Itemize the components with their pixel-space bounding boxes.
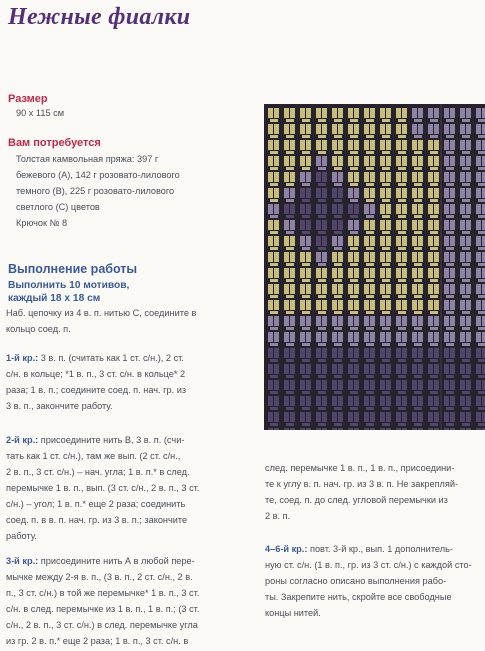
round-2-label: 2-й кр.:: [6, 435, 39, 445]
work-intro: [6, 305, 242, 337]
photo-shading: [264, 104, 485, 430]
round-1-line: 3 в. п. (считать как 1 ст. с/н.), 2 ст.: [38, 353, 184, 363]
granny-square-photo: [264, 104, 485, 430]
round-1-line: с/н. в кольце; *1 в. п., 3 ст. с/н. в кольце* 2: [6, 369, 186, 379]
materials-heading: Вам потребуется: [8, 137, 101, 149]
round-3-paragraph: [6, 553, 242, 649]
round-1-line: раза; 1 в. п.; соедините соед. п. нач. гр. из: [6, 385, 187, 395]
round-3-line: с/н., 2 в. п., 3 ст. с/н.) в след. перемычке угла: [6, 620, 198, 630]
round-3-line: из гр. 2 в. п.* еще 2 раза; 1 в. п., 3 ст. с/н. в: [6, 636, 189, 646]
materials-list: [16, 151, 236, 231]
work-sub-line: каждый 18 х 18 см: [8, 293, 101, 304]
work-sub-line: Выполнить 10 мотивов,: [8, 280, 130, 291]
round-2-line: работу.: [6, 531, 37, 541]
rounds-4-6-line: ты. Закрепите нить, скройте все свободные: [265, 592, 452, 602]
materials-line: Толстая камвольная пряжа: 397 г: [16, 154, 159, 164]
materials-line: светлого (С) цветов: [16, 202, 100, 212]
rounds-4-6-line: ную ст. с/н. (1 в. п., гр. из 3 ст. с/н.) с каждой сто-: [265, 560, 472, 570]
round-2-paragraph: [6, 432, 242, 544]
round-1-paragraph: [6, 350, 242, 414]
rounds-4-6-line: повт. 3-й кр., вып. 1 дополнитель-: [307, 544, 453, 554]
round-3-line: с/н. в след. перемычке из 1 в. п., 1 в. п.; (3 ст.: [6, 604, 200, 614]
round-3-cont-line: те, соед. п. до след. угловой перемычки из: [265, 495, 448, 505]
rounds-4-6-paragraph: [265, 541, 479, 621]
size-value: 90 х 115 см: [16, 108, 65, 118]
round-2-line: перемычке 1 в. п., вып. (3 ст. с/н., 2 в. п., 3 ст.: [6, 483, 200, 493]
round-3-label: 3-й кр.:: [6, 556, 39, 566]
crochet-blanket-image: [264, 104, 485, 430]
page-title: Нежные фиалки: [8, 4, 191, 30]
rounds-4-6-line: концы нитей.: [265, 608, 321, 618]
round-3-continuation: [265, 460, 479, 524]
round-3-cont-line: те к углу в. п. нач. гр. из 3 в. п. Не закрепляй-: [265, 479, 459, 489]
intro-line: Наб. цепочку из 4 в. п. нитью С, соедините в: [6, 308, 197, 318]
work-subheading: [8, 279, 248, 305]
round-3-cont-line: след. перемычке 1 в. п., 1 в. п., присоедини-: [265, 463, 455, 473]
materials-line: темного (В), 225 г розовато-лилового: [16, 186, 175, 196]
rounds-4-6-line: роны согласно описано выполнения рабо-: [265, 576, 447, 586]
materials-line: Крючок № 8: [16, 218, 68, 228]
size-heading: Размер: [8, 93, 48, 105]
round-2-line: соед. п. в в. п. нач. гр. из 3 в. п.; закончите: [6, 515, 188, 525]
rounds-4-6-label: 4–6-й кр.:: [265, 544, 308, 554]
round-1-line: 3 в. п., закончите работу.: [6, 401, 113, 411]
round-2-line: с/н.) – угол; 1 в. п.* еще 2 раза; соединить: [6, 499, 186, 509]
round-2-line: 2 в. п., 3 ст. с/н.) – нач. угла; 1 в. п.* в след.: [6, 467, 190, 477]
round-2-line: присоедините нить В, 3 в. п. (счи-: [38, 435, 185, 445]
round-2-line: тать как 1 ст. с/н.), там же вып. (2 ст. с/н.,: [6, 451, 181, 461]
work-heading: Выполнение работы: [8, 262, 138, 276]
round-3-cont-line: 2 в. п.: [265, 511, 291, 521]
materials-line: бежевого (А), 142 г розовато-лилового: [16, 170, 180, 180]
round-3-line: присоедините нить А в любой пере-: [38, 556, 195, 566]
round-3-line: мычке между 2-я в. п., (3 в. п., 2 ст. с/н., 2 в.: [6, 572, 193, 582]
round-1-label: 1-й кр.:: [6, 353, 39, 363]
round-3-line: п., 3 ст. с/н.) в той же перемычке* 1 в. п., 3 ст.: [6, 588, 200, 598]
intro-line: кольцо соед. п.: [6, 324, 71, 334]
